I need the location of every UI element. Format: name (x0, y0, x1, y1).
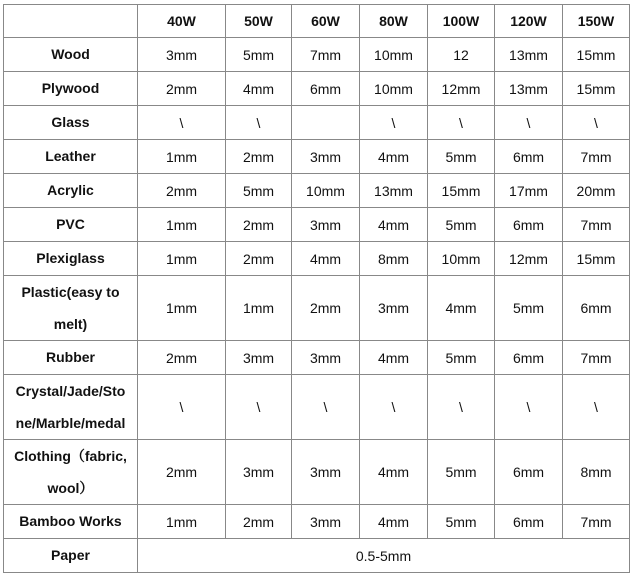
material-name-line: Crystal/Jade/Sto (15, 383, 126, 399)
thickness-value: 10mm (292, 174, 360, 208)
thickness-value: 3mm (360, 276, 428, 341)
thickness-value: 7mm (563, 341, 630, 375)
material-name-line: Clothing（fabric, (14, 448, 127, 464)
thickness-value: 12 (428, 38, 495, 72)
material-name: Glass (4, 106, 138, 140)
power-header-40w: 40W (138, 5, 226, 38)
table-row (4, 38, 630, 72)
thickness-value: 1mm (138, 242, 226, 276)
material-name-line: wool） (47, 480, 94, 496)
material-name: Rubber (4, 341, 138, 375)
power-header-100w: 100W (428, 5, 495, 38)
thickness-value: 1mm (138, 505, 226, 539)
material-name: Acrylic (4, 174, 138, 208)
table-row (4, 539, 630, 573)
thickness-value: 2mm (138, 341, 226, 375)
thickness-value: 4mm (360, 140, 428, 174)
thickness-value: \ (563, 106, 630, 140)
laser-cutting-thickness-table (3, 4, 630, 573)
power-header-150w: 150W (563, 5, 630, 38)
thickness-value: 1mm (138, 140, 226, 174)
table-row (4, 242, 630, 276)
power-header-50w: 50W (226, 5, 292, 38)
thickness-value: \ (360, 375, 428, 440)
thickness-value: 3mm (226, 440, 292, 505)
thickness-value: 1mm (138, 208, 226, 242)
thickness-value: 6mm (495, 341, 563, 375)
thickness-value: 10mm (360, 38, 428, 72)
thickness-value: 13mm (495, 38, 563, 72)
table-row (4, 208, 630, 242)
thickness-value: 10mm (428, 242, 495, 276)
thickness-value: 15mm (428, 174, 495, 208)
thickness-value: 5mm (226, 174, 292, 208)
thickness-value: \ (138, 106, 226, 140)
thickness-value: 4mm (360, 341, 428, 375)
thickness-value: 5mm (495, 276, 563, 341)
thickness-value: 1mm (138, 276, 226, 341)
material-name (4, 375, 138, 440)
thickness-value: 8mm (360, 242, 428, 276)
thickness-value: 3mm (138, 38, 226, 72)
thickness-value: 3mm (226, 341, 292, 375)
thickness-value: 13mm (495, 72, 563, 106)
thickness-value: \ (138, 375, 226, 440)
thickness-value: 6mm (292, 72, 360, 106)
thickness-value: 2mm (226, 208, 292, 242)
thickness-value: 2mm (226, 242, 292, 276)
material-name: Plywood (4, 72, 138, 106)
thickness-value: \ (360, 106, 428, 140)
thickness-value: 4mm (360, 440, 428, 505)
corner-cell (4, 5, 138, 38)
table-row (4, 106, 630, 140)
material-name: Leather (4, 140, 138, 174)
material-name: PVC (4, 208, 138, 242)
power-header-80w: 80W (360, 5, 428, 38)
thickness-value: 7mm (563, 505, 630, 539)
thickness-value: 4mm (360, 208, 428, 242)
thickness-value: 8mm (563, 440, 630, 505)
material-name: Plexiglass (4, 242, 138, 276)
thickness-value: 6mm (495, 208, 563, 242)
thickness-value: 2mm (138, 440, 226, 505)
thickness-value: 3mm (292, 208, 360, 242)
thickness-value: 3mm (292, 440, 360, 505)
thickness-value: 4mm (428, 276, 495, 341)
thickness-value: 5mm (428, 140, 495, 174)
thickness-value: 2mm (138, 72, 226, 106)
thickness-value: \ (428, 375, 495, 440)
thickness-value: 17mm (495, 174, 563, 208)
thickness-value: 4mm (292, 242, 360, 276)
thickness-value: 6mm (495, 505, 563, 539)
material-name-line: melt) (53, 316, 88, 332)
table-row (4, 375, 630, 440)
table-row (4, 440, 630, 505)
thickness-value: 10mm (360, 72, 428, 106)
thickness-value-span: 0.5-5mm (138, 539, 630, 573)
thickness-value (292, 106, 360, 140)
material-name-line: ne/Marble/medal (15, 415, 126, 431)
power-header-60w: 60W (292, 5, 360, 38)
material-name: Wood (4, 38, 138, 72)
thickness-value: 3mm (292, 505, 360, 539)
material-name: Paper (4, 539, 138, 573)
thickness-value: 7mm (563, 208, 630, 242)
thickness-value: 4mm (360, 505, 428, 539)
thickness-value: 2mm (226, 140, 292, 174)
thickness-value: 5mm (428, 208, 495, 242)
thickness-value: 6mm (495, 440, 563, 505)
thickness-value: 12mm (428, 72, 495, 106)
table-row (4, 72, 630, 106)
header-row (4, 5, 630, 38)
thickness-value: 4mm (226, 72, 292, 106)
thickness-value: 15mm (563, 38, 630, 72)
thickness-value: 5mm (226, 38, 292, 72)
material-name (4, 276, 138, 341)
thickness-value: \ (428, 106, 495, 140)
thickness-value: \ (495, 375, 563, 440)
thickness-value: 6mm (563, 276, 630, 341)
table-row (4, 140, 630, 174)
thickness-value: \ (226, 106, 292, 140)
thickness-value: 3mm (292, 341, 360, 375)
thickness-value: 12mm (495, 242, 563, 276)
thickness-value: 5mm (428, 341, 495, 375)
thickness-value: 3mm (292, 140, 360, 174)
thickness-value: \ (226, 375, 292, 440)
material-name-line: Plastic(easy to (21, 284, 120, 300)
material-name (4, 440, 138, 505)
thickness-value: 15mm (563, 72, 630, 106)
thickness-value: 7mm (292, 38, 360, 72)
material-name: Bamboo Works (4, 505, 138, 539)
table-row (4, 341, 630, 375)
table-row (4, 505, 630, 539)
thickness-value: \ (495, 106, 563, 140)
thickness-value: 7mm (563, 140, 630, 174)
thickness-value: 13mm (360, 174, 428, 208)
thickness-value: 1mm (226, 276, 292, 341)
table-row (4, 174, 630, 208)
thickness-value: 15mm (563, 242, 630, 276)
thickness-value: 20mm (563, 174, 630, 208)
thickness-value: 5mm (428, 505, 495, 539)
thickness-value: \ (563, 375, 630, 440)
thickness-value: 2mm (292, 276, 360, 341)
table-row (4, 276, 630, 341)
power-header-120w: 120W (495, 5, 563, 38)
thickness-value: \ (292, 375, 360, 440)
thickness-value: 2mm (226, 505, 292, 539)
thickness-value: 6mm (495, 140, 563, 174)
thickness-value: 5mm (428, 440, 495, 505)
thickness-value: 2mm (138, 174, 226, 208)
